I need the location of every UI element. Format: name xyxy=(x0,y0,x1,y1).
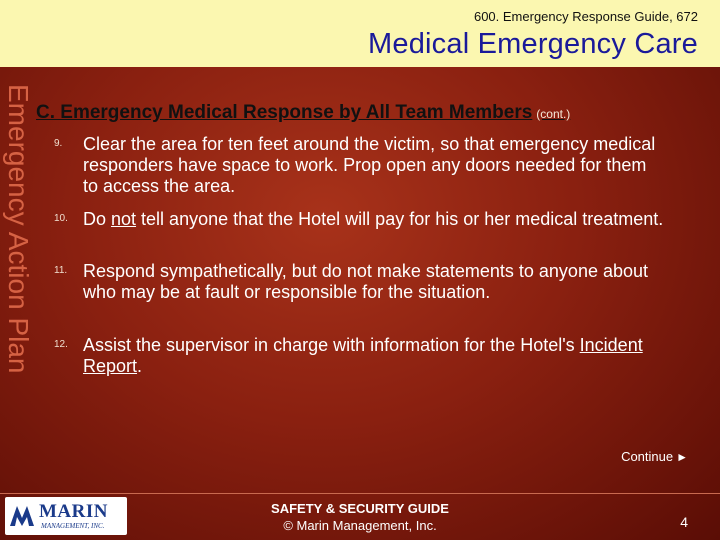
item-text-pre: Do xyxy=(83,209,112,229)
item-number: 10. xyxy=(54,213,68,224)
logo-subtitle: MANAGEMENT, INC. xyxy=(41,522,105,530)
continue-label: Continue xyxy=(621,449,674,464)
company-logo xyxy=(5,497,127,535)
page-title: Medical Emergency Care xyxy=(368,28,698,60)
item-text-post: tell anyone that the Hotel will pay for his or her medical treatment. xyxy=(136,209,664,229)
list-item xyxy=(54,261,664,303)
list-item xyxy=(54,209,664,230)
play-arrow-icon: ► xyxy=(676,450,688,464)
item-text: Respond sympathetically, but do not make statements to anyone about who may be at fault or responsible for the situation. xyxy=(83,261,649,302)
side-label: Emergency Action Plan xyxy=(3,84,34,374)
logo-brand: MARIN xyxy=(39,501,108,522)
section-heading-text: C. Emergency Medical Response by All Team Members xyxy=(36,102,533,123)
item-number: 11. xyxy=(54,265,68,276)
item-text-post: . xyxy=(137,356,143,376)
list-item xyxy=(54,134,664,197)
section-heading xyxy=(36,102,706,124)
item-number: 9. xyxy=(54,138,63,149)
continued-note: (cont.) xyxy=(536,107,571,121)
logo-mark-icon xyxy=(8,502,36,530)
item-text-underlined: not xyxy=(111,209,137,229)
footer-divider xyxy=(0,493,720,494)
item-text xyxy=(83,335,664,377)
item-text: Clear the area for ten feet around the victim, so that emergency medical responders have space to work. Prop open any doors needed for them to access the area. xyxy=(83,134,656,196)
item-text-pre: Assist the supervisor in charge with information for the Hotel's xyxy=(83,335,580,355)
footer-credits xyxy=(230,501,490,533)
footer-guide-title: SAFETY & SECURITY GUIDE xyxy=(271,501,449,516)
item-text xyxy=(83,209,664,230)
guide-reference: 600. Emergency Response Guide, 672 xyxy=(473,9,698,24)
item-number: 12. xyxy=(54,339,68,350)
list-item xyxy=(54,335,664,377)
incident-report-link[interactable]: Incident Report xyxy=(83,335,643,376)
footer-copyright: © Marin Management, Inc. xyxy=(283,518,437,533)
continue-button[interactable] xyxy=(621,449,688,464)
page-number: 4 xyxy=(680,514,688,530)
